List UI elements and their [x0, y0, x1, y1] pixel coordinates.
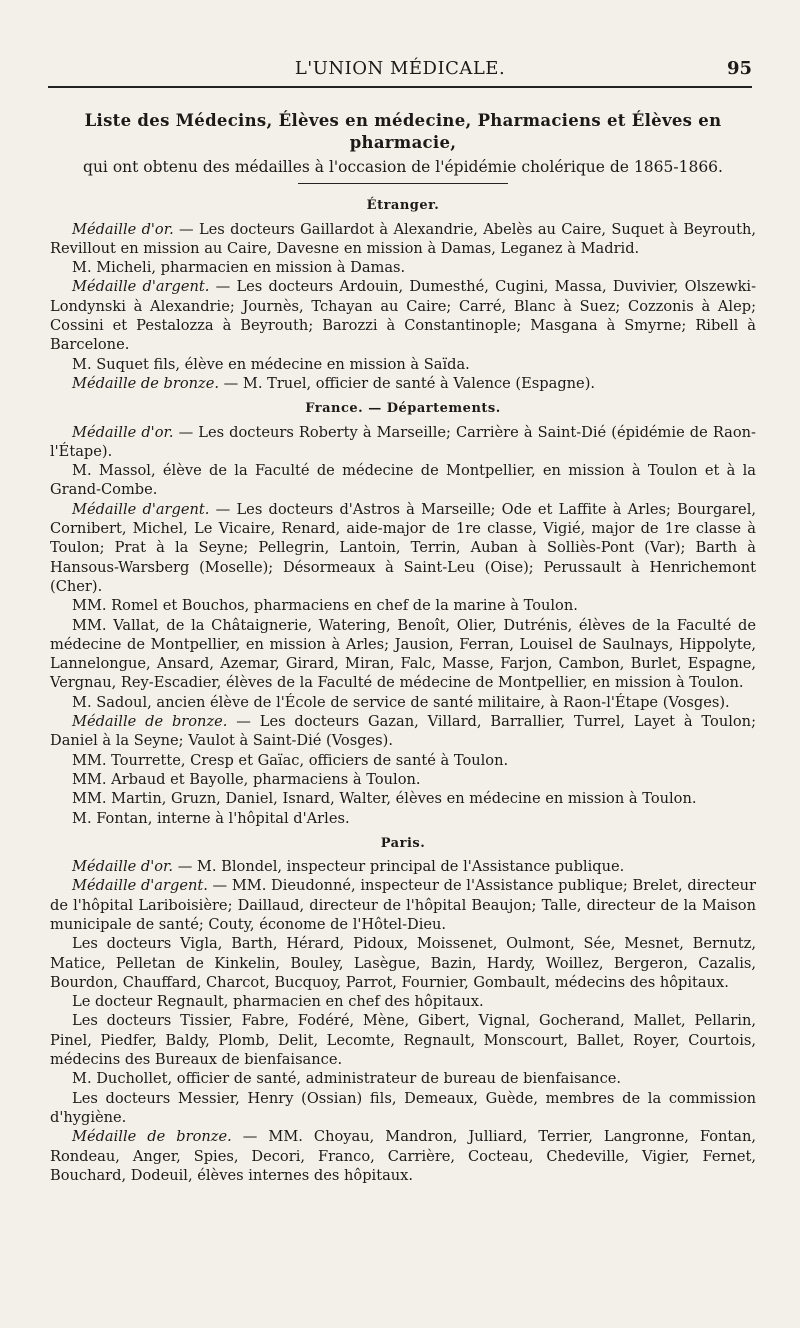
entry-text: M. Suquet fils, élève en médecine en mission à Saïda. [72, 355, 470, 373]
medal-type: Médaille d'argent. [72, 500, 210, 518]
award-entry [50, 461, 756, 500]
entry-text: Les docteurs Tissier, Fabre, Fodéré, Mène, Gibert, Vignal, Gocherand, Mallet, Pellarin, Pinel, Piedfer, Baldy, Plomb, Delit, Lecomte, Regnault, Monscourt, Ballet, Royer, Courtois, médecins des Bureaux de bienfaisance. [50, 1012, 756, 1069]
medal-type: Médaille de bronze. [72, 374, 219, 392]
entry-text: Les docteurs Vigla, Barth, Hérard, Pidoux, Moissenet, Oulmont, Sée, Mesnet, Bernutz, Matice, Pelletan de Kinkelin, Bouley, Lasègue, Bazin, Hardy, Woillez, Bergeron, Cazalis, Bourdon, Chauffard, Charcot, Bucquoy, Parrot, Fournier, Gombault, médecins des hôpitaux. [50, 935, 756, 991]
award-entry [50, 992, 756, 1011]
sections-container [50, 196, 756, 1185]
list-title: Liste des Médecins, Élèves en médecine, Pharmaciens et Élèves en pharmacie, [84, 111, 722, 152]
entry-text: — MM. Dieudonné, inspecteur de l'Assistance publique; Brelet, directeur de l'hôpital Lariboisière; Daillaud, directeur de l'hôpital Beaujon; Talle, directeur de la Maison municipale de santé; Couty, économe de l'Hôtel-Dieu. [50, 877, 757, 933]
entry-text: Les docteurs Messier, Henry (Ossian) fils, Demeaux, Guède, membres de la commission d'hygiène. [50, 1089, 756, 1126]
medal-type: Médaille d'or. [72, 220, 174, 238]
entry-text: M. Micheli, pharmacien en mission à Damas. [72, 259, 406, 277]
entry-text: — M. Truel, officier de santé à Valence (Espagne). [219, 374, 596, 392]
award-entry [50, 220, 756, 259]
award-entry [50, 258, 756, 277]
award-entry [50, 876, 756, 934]
entry-text: M. Massol, élève de la Faculté de médecine de Montpellier, en mission à Toulon et à la Grand-Combe. [50, 462, 756, 499]
medal-type: Médaille d'or. [72, 858, 174, 876]
entry-text: MM. Romel et Bouchos, pharmaciens en chef de la marine à Toulon. [72, 597, 578, 615]
entry-text: — Les docteurs Roberty à Marseille; Carrière à Saint-Dié (épidémie de Raon-l'Étape). [50, 423, 756, 460]
list-subtitle: qui ont obtenu des médailles à l'occasion de l'épidémie cholérique de 1865-1866. [83, 158, 723, 176]
award-entry [50, 500, 756, 596]
entry-text: — M. Blondel, inspecteur principal de l'Assistance publique. [173, 858, 625, 876]
award-entry [50, 1011, 756, 1069]
medal-type: Médaille d'or. [72, 423, 174, 441]
award-entry [50, 277, 756, 354]
section-heading: Étranger. [366, 198, 440, 214]
entry-text: M. Fontan, interne à l'hôpital d'Arles. [72, 809, 350, 827]
award-entry [50, 423, 756, 462]
award-entry [50, 693, 756, 712]
section-heading: Paris. [380, 835, 426, 851]
award-entry [50, 857, 756, 876]
award-entry [50, 1089, 756, 1128]
award-entry [50, 1069, 756, 1088]
award-entry [50, 1127, 756, 1185]
entry-text: MM. Vallat, de la Châtaignerie, Watering, Benoît, Olier, Dutrénis, élèves de la Faculté de médecine de Montpellier, en mission à Arles; Jausion, Ferran, Louisel de Saulnays, Hippolyte, Lannelongue, Ansard, Azemar, Girard, Miran, Falc, Masse, Farjon, Cambon, Burlet, Espagne, Vergnau, Rey-Escadier, élèves de la Faculté de médecine de Montpellier, en mission à Toulon. [50, 616, 756, 692]
running-header [48, 56, 752, 88]
award-entry [50, 616, 756, 693]
section-heading: France. — Départements. [305, 401, 501, 417]
award-entry [50, 789, 756, 808]
title-divider [298, 183, 508, 184]
entry-text: Le docteur Regnault, pharmacien en chef des hôpitaux. [72, 993, 484, 1011]
entry-text: M. Sadoul, ancien élève de l'École de service de santé militaire, à Raon-l'Étape (Vosges). [72, 693, 730, 711]
entry-text: MM. Arbaud et Bayolle, pharmaciens à Toulon. [72, 770, 421, 788]
entry-text: — Les docteurs Ardouin, Dumesthé, Cugini, Massa, Duvivier, Olszewki-Londynski à Alexandrie; Journès, Tchayan au Caire; Carré, Blanc à Suez; Cozzonis à Alep; Cossini et Pestalozza à Beyrouth; Barozzi à Constantinople; Masgana à Smyrne; Ribell à Barcelone. [50, 278, 757, 354]
medal-type: Médaille d'argent. [72, 278, 210, 296]
journal-title: L'UNION MÉDICALE. [294, 58, 506, 79]
medal-type: Médaille de bronze. [72, 1128, 232, 1146]
award-entry [50, 712, 756, 751]
entry-text: MM. Martin, Gruzn, Daniel, Isnard, Walter, élèves en médecine en mission à Toulon. [72, 790, 697, 808]
medal-type: Médaille d'argent. [72, 877, 208, 895]
award-entry [50, 596, 756, 615]
entry-text: — MM. Choyau, Mandron, Julliard, Terrier, Langronne, Fontan, Rondeau, Anger, Spies, Decori, Franco, Carrière, Cocteau, Chedeville, Vigier, Fernet, Bouchard, Dodeuil, élèves internes des hôpitaux. [50, 1128, 756, 1184]
award-entry [50, 809, 756, 828]
article-body [50, 110, 756, 1185]
award-entry [50, 934, 756, 992]
entry-text: — Les docteurs Gaillardot à Alexandrie, Abelès au Caire, Suquet à Beyrouth, Revillout en mission au Caire, Davesne en mission à Damas, Leganez à Madrid. [50, 220, 756, 257]
entry-text: — Les docteurs Gazan, Villard, Barrallier, Turrel, Layet à Toulon; Daniel à la Seyne; Vaulot à Saint-Dié (Vosges). [50, 713, 756, 750]
medal-type: Médaille de bronze. [72, 713, 228, 731]
entry-text: — Les docteurs d'Astros à Marseille; Ode et Laffite à Arles; Bourgarel, Cornibert, Michel, Le Vicaire, Renard, aide-major de 1re classe, Vigié, major de 1re classe à Toulon; Prat à la Seyne; Pellegrin, Lantoin, Terrin, Auban à Solliès-Pont (Var); Barth à Hansous-Warsberg (Moselle); Désormeaux à Saint-Leu (Oise); Perussault à Henrichemont (Cher). [50, 500, 756, 595]
entry-text: M. Duchollet, officier de santé, administrateur de bureau de bienfaisance. [72, 1070, 622, 1088]
award-entry [50, 374, 756, 393]
page-number: 95 [726, 58, 752, 79]
award-entry [50, 355, 756, 374]
entry-text: MM. Tourrette, Cresp et Gaïac, officiers de santé à Toulon. [72, 751, 509, 769]
award-entry [50, 770, 756, 789]
award-entry [50, 751, 756, 770]
